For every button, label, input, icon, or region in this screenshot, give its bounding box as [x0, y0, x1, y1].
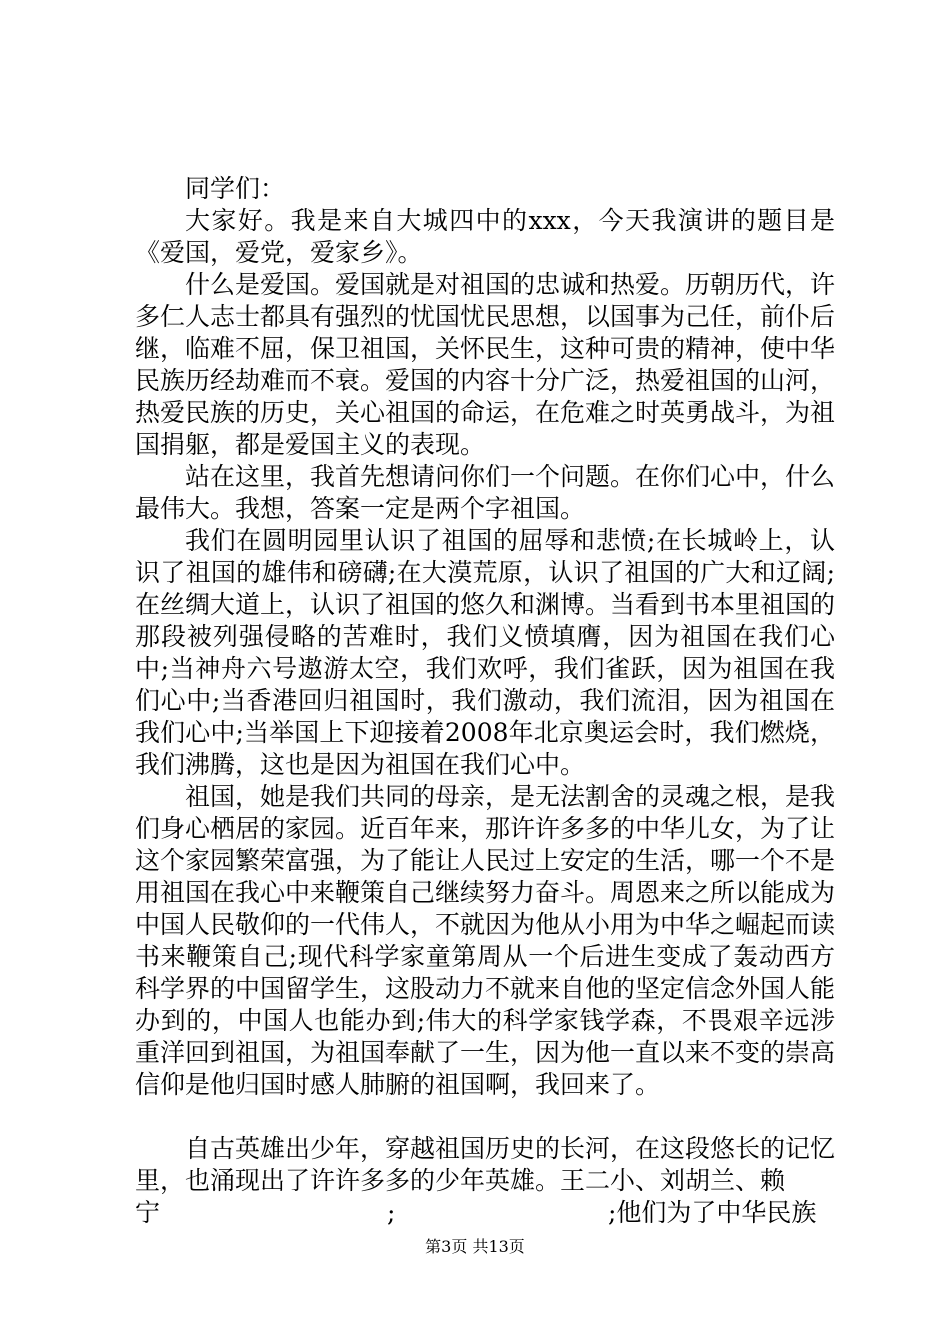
document-body [135, 173, 835, 1229]
paragraph-greeting: 大家好。我是来自大城四中的xxx，今天我演讲的题目是《爱国，爱党，爱家乡》。 [135, 206, 835, 267]
paragraph-question: 站在这里，我首先想请问你们一个问题。在你们心中，什么最伟大。我想，答案一定是两个字祖国。 [135, 462, 836, 523]
last-line-part-3: ;他们为了中华民族 [608, 1198, 817, 1227]
paragraph-places: 我们在圆明园里认识了祖国的屈辱和悲愤;在长城岭上，认识了祖国的雄伟和磅礴;在大漠荒原，认识了祖国的广大和辽阔;在丝绸大道上，认识了祖国的悠久和渊博。当看到书本里祖国的那段被列强侵略的苦难时，我们义愤填膺，因为祖国在我们心中;当神舟六号遨游太空，我们欢呼，我们雀跃，因为祖国在我们心中;当香港回归祖国时，我们激动，我们流泪，因为祖国在我们心中;当举国上下迎接着2008年北京奥运会时，我们燃烧，我们沸腾，这也是因为祖国在我们心中。 [135, 526, 836, 779]
paragraph-what-is-patriotism: 什么是爱国。爱国就是对祖国的忠诚和热爱。历朝历代，许多仁人志士都具有强烈的忧国忧民思想，以国事为己任，前仆后继，临难不屈，保卫祖国，关怀民生，这种可贵的精神，使中华民族历经劫难而不衰。爱国的内容十分广泛，热爱祖国的山河，热爱民族的历史，关心祖国的命运，在危难之时英勇战斗，为祖国捐躯，都是爱国主义的表现。 [135, 270, 836, 459]
paragraph-young-heroes-last-line [135, 1197, 835, 1229]
last-line-part-2: ; [387, 1198, 396, 1227]
page-footer: 第3页 共13页 [425, 1237, 525, 1256]
last-line-part-1: 宁 [135, 1198, 161, 1227]
paragraph-young-heroes: 自古英雄出少年，穿越祖国历史的长河，在这段悠长的记忆里，也涌现出了许许多多的少年英雄。王二小、刘胡兰、赖 [135, 1134, 836, 1195]
paragraph-salutation: 同学们： [185, 174, 286, 203]
paragraph-motherland: 祖国，她是我们共同的母亲，是无法割舍的灵魂之根，是我们身心栖居的家园。近百年来，那许许多多的中华儿女，为了让这个家园繁荣富强，为了能让人民过上安定的生活，哪一个不是用祖国在我心中来鞭策自己继续努力奋斗。周恩来之所以能成为中国人民敬仰的一代伟人，不就因为他从小用为中华之崛起而读书来鞭策自己;现代科学家童第周从一个后进生变成了轰动西方科学界的中国留学生，这股动力不就来自他的坚定信念外国人能办到的，中国人也能办到;伟大的科学家钱学森，不畏艰辛远涉重洋回到祖国，为祖国奉献了一生，因为他一直以来不变的崇高信仰是他归国时感人肺腑的祖国啊，我回来了。 [135, 782, 836, 1099]
